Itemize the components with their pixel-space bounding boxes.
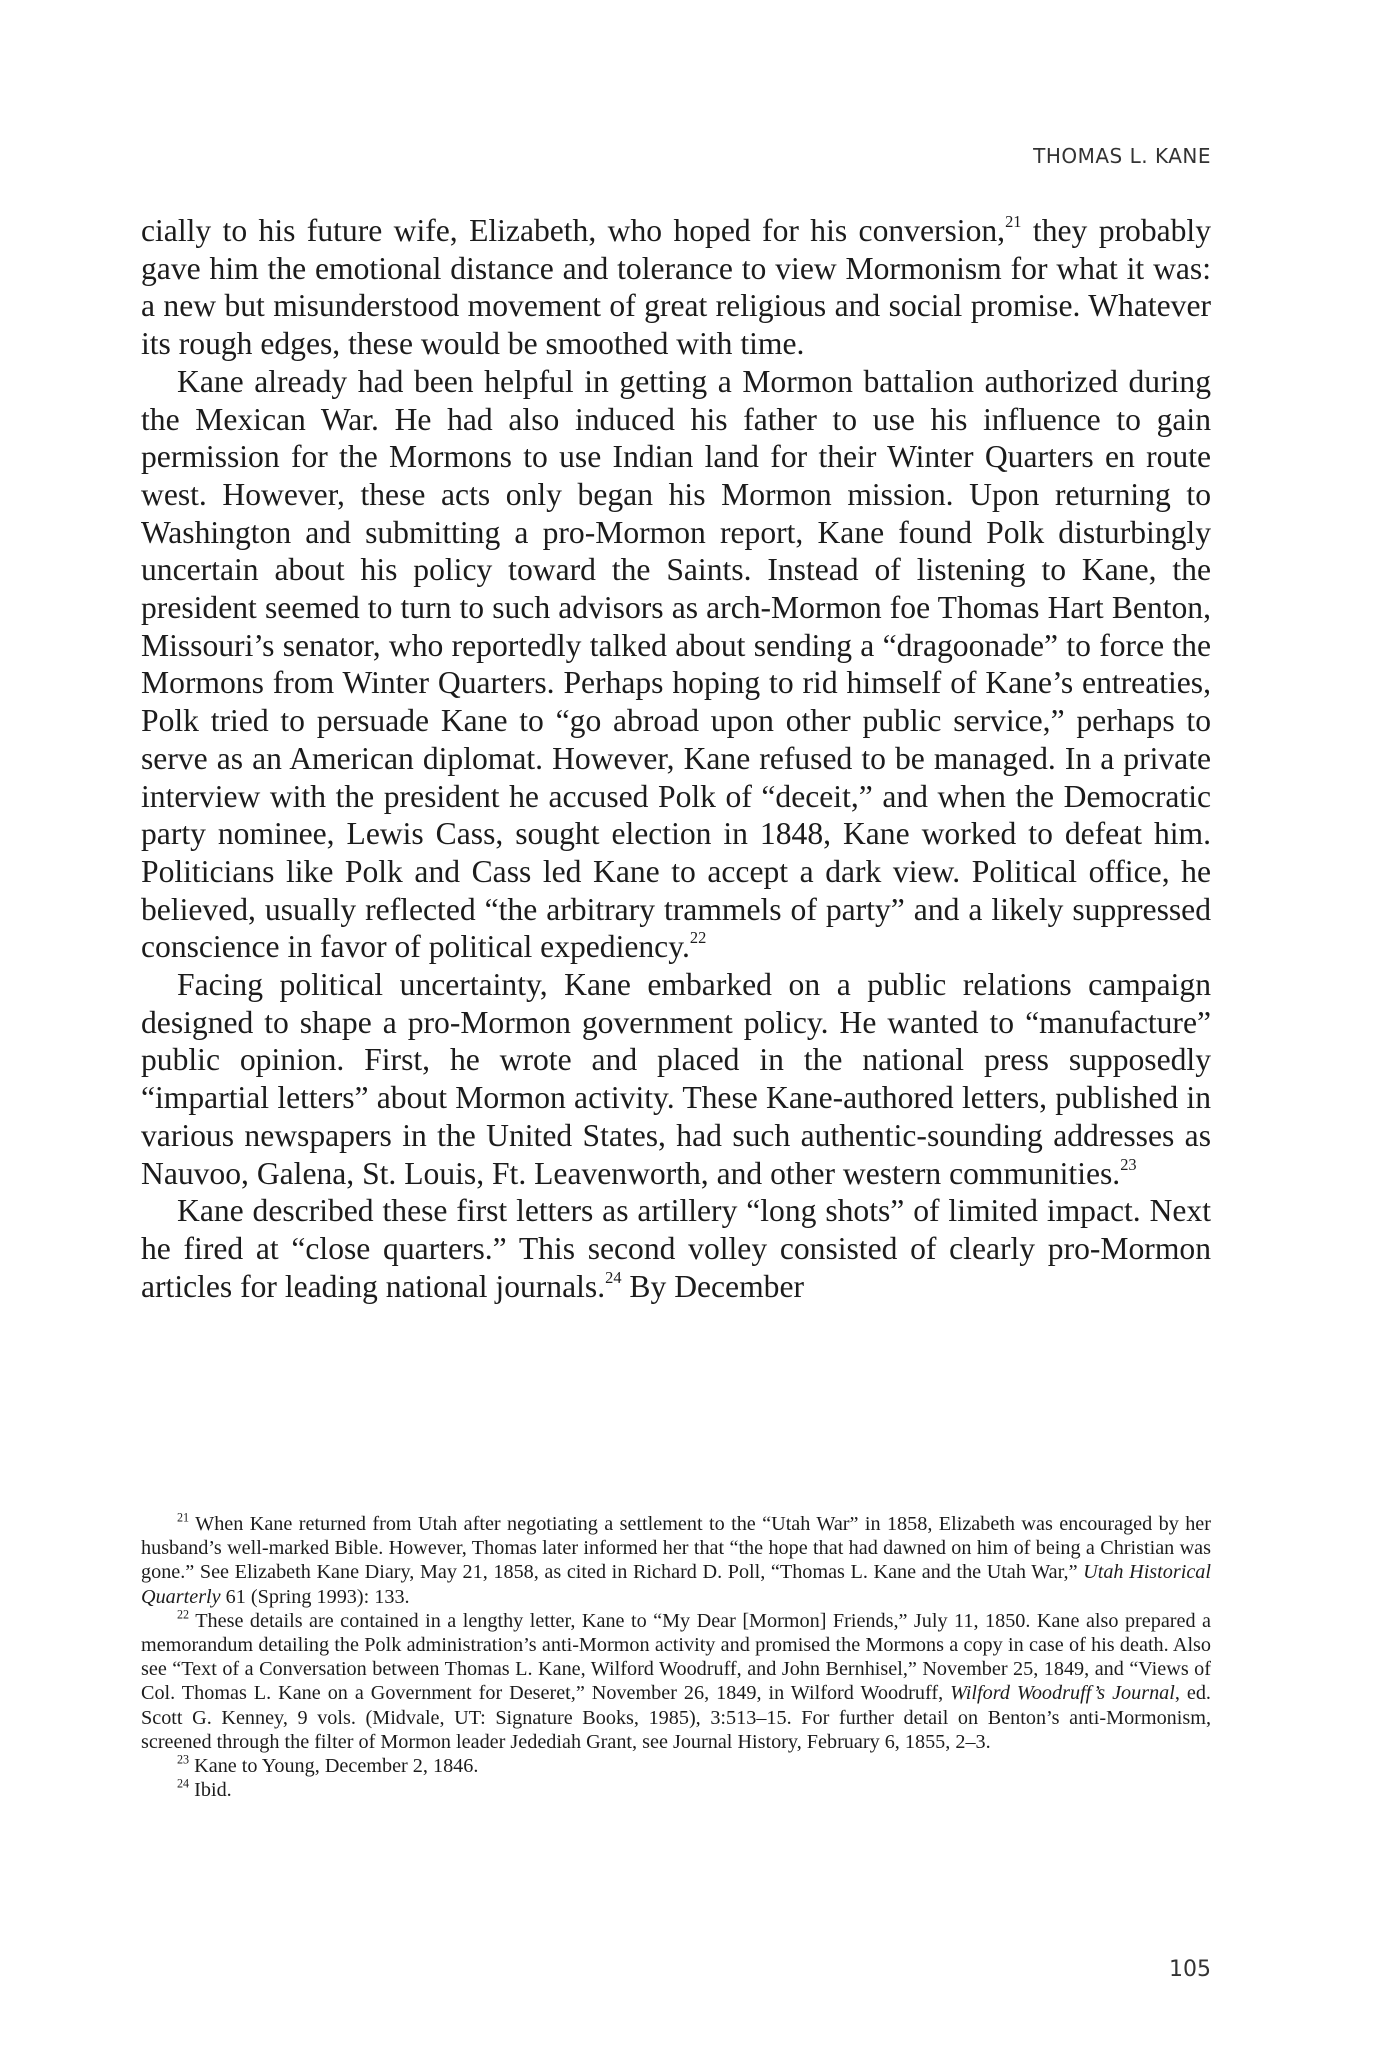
footnotes [141, 1512, 1211, 1802]
paragraph [141, 363, 1211, 966]
footnote-text: , ed. Scott G. Kenney, 9 vols. (Midvale, UT: Signature Books, 1985), 3:513–15. For further detail on Benton’s anti-Mormonism, screened through the filter of Mormon leader Jedediah Grant, see Journal History, February 6, 1855, 2–3. [141, 1682, 1211, 1753]
paragraph-text: cially to his future wife, Elizabeth, who hoped for his conversion, [141, 213, 1006, 248]
paragraph-text: By December [621, 1268, 804, 1304]
paragraph-text: Facing political uncertainty, Kane embarked on a public relations campaign designed to shape a pro-Mormon government policy. He wanted to “manufacture” public opinion. First, he wrote and placed in the national press supposedly “impartial letters” about Mormon activity. These Kane-authored letters, published in various newspapers in the United States, had such authentic-sounding addresses as Nauvoo, Galena, St. Louis, Ft. Leavenworth, and other western communities. [141, 967, 1211, 1191]
footnote [141, 1609, 1211, 1754]
footnote-italic: Wilford Woodruff’s Journal [950, 1682, 1175, 1705]
footnote [141, 1754, 1211, 1778]
footnote-text: These details are contained in a lengthy letter, Kane to “My Dear [Mormon] Friends,” July 11, 1850. Kane also prepared a memorandum detailing the Polk administration’s anti-Mormon activity and promised the Mormons a copy in case of his death. Also see “Text of a Conversation between Thomas L. Kane, Wilford Woodruff, and John Bernhisel,” November 25, 1849, and “Views of Col. Thomas L. Kane on a Government for Deseret,” November 26, 1849, in Wilford Woodruff, [141, 1609, 1211, 1705]
footnote-italic: Utah Historical Quarterly [141, 1561, 1211, 1608]
footnote-text: Kane to Young, December 2, 1846. [189, 1755, 479, 1778]
page-number: 105 [1169, 1957, 1211, 1982]
footnote [141, 1778, 1211, 1802]
footnote-number: 24 [177, 1776, 190, 1791]
paragraph [141, 966, 1211, 1192]
footnote-ref[interactable]: 22 [689, 928, 707, 948]
footnote-text: When Kane returned from Utah after negotiating a settlement to the “Utah War” in 1858, Elizabeth was encouraged by her husband’s well-marked Bible. However, Thomas later informed her that “the hope that had dawned on him of being a Christian was gone.” See Elizabeth Kane Diary, May 21, 1858, as cited in Richard D. Poll, “Thomas L. Kane and the Utah War,” [141, 1513, 1211, 1584]
footnote-ref[interactable]: 21 [1005, 212, 1022, 232]
paragraph-text: they probably gave him the emotional distance and tolerance to view Mormonism for what it was: a new but misunderstood movement of great religious and social promise. Whatever its rough edges, these would be smoothed with time. [141, 213, 1212, 362]
footnote-number: 22 [177, 1607, 190, 1622]
paragraph [141, 1192, 1211, 1305]
paragraph-text: Kane described these first letters as artillery “long shots” of limited impact. Next he fired at “close quarters.” This second volley consisted of clearly pro-Mormon articles for leading national journals. [141, 1193, 1211, 1304]
footnote-ref[interactable]: 24 [605, 1267, 622, 1287]
paragraph [141, 212, 1211, 363]
body-text [141, 212, 1211, 1305]
footnote-number: 23 [177, 1752, 190, 1767]
footnote-number: 21 [177, 1510, 190, 1525]
running-head: THOMAS L. KANE [1033, 144, 1211, 168]
footnote [141, 1512, 1211, 1609]
footnote-text: Ibid. [189, 1779, 232, 1802]
footnote-ref[interactable]: 23 [1120, 1154, 1137, 1174]
footnote-text: 61 (Spring 1993): 133. [220, 1585, 410, 1608]
paragraph-text: Kane already had been helpful in getting a Mormon battalion authorized during the Mexican War. He had also induced his father to use his influence to gain permission for the Mormons to use Indian land for their Winter Quarters en route west. However, these acts only began his Mormon mission. Upon returning to Washington and submitting a pro-Mormon report, Kane found Polk disturbingly uncertain about his policy toward the Saints. Instead of listening to Kane, the president seemed to turn to such advisors as arch-Mormon foe Thomas Hart Benton, Missouri’s senator, who reportedly talked about sending a “dragoonade” to force the Mormons from Winter Quarters. Perhaps hoping to rid himself of Kane’s entreaties, Polk tried to persuade Kane to “go abroad upon other public service,” perhaps to serve as an American diplomat. However, Kane refused to be managed. In a private interview with the president he accused Polk of “deceit,” and when the Democratic party nominee, Lewis Cass, sought election in 1848, Kane worked to defeat him. Politicians like Polk and Cass led Kane to accept a dark view. Political office, he believed, usually reflected “the arbitrary trammels of party” and a likely suppressed conscience in favor of political expediency. [141, 363, 1211, 965]
